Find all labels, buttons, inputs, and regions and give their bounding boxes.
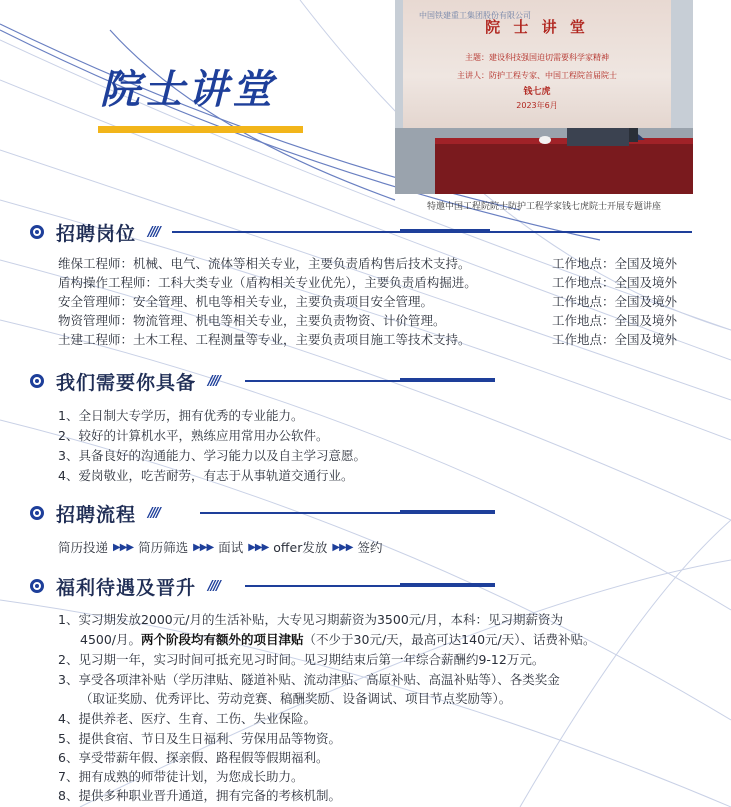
- heading-rule-accent: [400, 510, 495, 514]
- flow-step: 面试: [218, 540, 244, 555]
- benefit-item: 8、提供多种职业晋升通道，拥有完备的考核机制。: [58, 788, 341, 803]
- requirement-item: 1、全日制大专学历，拥有优秀的专业能力。: [58, 408, 304, 423]
- section-requirements-heading: [30, 367, 219, 395]
- benefit-item: 6、享受带薪年假、探亲假、路程假等假期福利。: [58, 750, 329, 765]
- screen-topic: 主题：建设科技强国迫切需要科学家精神: [465, 53, 609, 62]
- benefit-item: 3、享受各项津补贴（学历津贴、隧道补贴、流动津贴、高原补贴、高温补贴等）、各类奖金: [58, 672, 560, 687]
- banner-underline: [98, 126, 303, 133]
- requirement-item: 4、爱岗敬业，吃苦耐劳，有志于从事轨道交通行业。: [58, 468, 354, 483]
- job-row: [58, 292, 698, 312]
- benefit-item: 7、拥有成熟的师带徒计划，为您成长助力。: [58, 769, 304, 784]
- flow-step: 简历筛选: [138, 540, 189, 555]
- flow-step: 签约: [357, 540, 383, 555]
- benefit-item: 1、实习期发放2000元/月的生活补贴，大专见习期薪资为3500元/月，本科：见习期薪资为: [58, 612, 564, 627]
- requirement-item: 3、具备良好的沟通能力、学习能力以及自主学习意愿。: [58, 448, 366, 463]
- slashes-decoration: ////: [148, 224, 160, 240]
- slashes-decoration: ////: [208, 578, 220, 594]
- benefit-item: 5、提供食宿、节日及生日福利、劳保用品等物资。: [58, 731, 341, 746]
- screen-speaker: 主讲人：防护工程专家、中国工程院首届院士: [457, 71, 617, 80]
- arrow-right-icon: ▶▶▶: [332, 541, 353, 553]
- job-row: [58, 273, 698, 293]
- benefit-item: 4、提供养老、医疗、生育、工伤、失业保险。: [58, 711, 316, 726]
- projection-screen: [403, 0, 671, 128]
- benefit-highlight: 两个阶段均有额外的项目津贴: [141, 632, 304, 647]
- arrow-right-icon: ▶▶▶: [113, 541, 134, 553]
- bullet-dot-icon: [30, 579, 44, 593]
- arrow-right-icon: ▶▶▶: [248, 541, 269, 553]
- heading-rule-accent: [400, 229, 490, 233]
- heading-rule-accent: [400, 378, 495, 382]
- banner-title: 院士讲堂: [100, 66, 276, 113]
- section-title: 我们需要你具备: [56, 371, 197, 394]
- section-title: 招聘流程: [56, 503, 137, 526]
- job-location: 工作地点：全国及境外: [552, 294, 678, 309]
- photo-caption: 特邀中国工程院院士防护工程学家钱七虎院士开展专题讲座: [426, 202, 661, 212]
- benefit-item-continued: （取证奖励、优秀评比、劳动竞赛、稿酬奖励、设备调试、项目节点奖励等）。: [80, 691, 512, 706]
- benefit-item-continued: [80, 630, 596, 648]
- job-row: [58, 254, 698, 274]
- job-description: 土建工程师：土木工程、工程测量等专业，主要负责项目施工等技术支持。: [58, 332, 471, 347]
- job-location: 工作地点：全国及境外: [552, 332, 678, 347]
- benefit-text: 4500/月。: [80, 632, 142, 647]
- screen-title: 院 士 讲 堂: [485, 18, 589, 36]
- flow-step: offer发放: [273, 540, 328, 555]
- heading-rule-accent: [400, 583, 495, 587]
- job-description: 物资管理师：物流管理、机电等相关专业，主要负责物资、计价管理。: [58, 313, 446, 328]
- job-row: [58, 330, 698, 350]
- job-location: 工作地点：全国及境外: [552, 256, 678, 271]
- job-description: 安全管理师：安全管理、机电等相关专业，主要负责项目安全管理。: [58, 294, 434, 309]
- section-title: 招聘岗位: [56, 222, 137, 245]
- benefit-text: （不少于30元/天，最高可达140元/天）、话费补贴。: [303, 632, 596, 647]
- bullet-dot-icon: [30, 506, 44, 520]
- flow-step: 简历投递: [58, 540, 109, 555]
- job-description: 维保工程师：机械、电气、流体等相关专业，主要负责盾构售后技术支持。: [58, 256, 471, 271]
- job-location: 工作地点：全国及境外: [552, 275, 678, 290]
- job-row: [58, 311, 698, 331]
- screen-date: 2023年6月: [516, 101, 558, 110]
- section-benefits-heading: [30, 572, 219, 600]
- recruitment-flow: [58, 538, 382, 556]
- section-positions-heading: [30, 218, 159, 246]
- job-location: 工作地点：全国及境外: [552, 313, 678, 328]
- slashes-decoration: ////: [148, 505, 160, 521]
- screen-speaker-name: 钱七虎: [523, 87, 551, 97]
- screen-logo: 中国铁建重工集团股份有限公司: [419, 11, 531, 20]
- benefit-item: 2、见习期一年，实习时间可抵充见习时间。见习期结束后第一年综合薪酬约9-12万元。: [58, 652, 545, 667]
- bullet-dot-icon: [30, 374, 44, 388]
- section-process-heading: [30, 499, 159, 527]
- section-title: 福利待遇及晋升: [56, 576, 197, 599]
- requirement-item: 2、较好的计算机水平，熟练应用常用办公软件。: [58, 428, 329, 443]
- slashes-decoration: ////: [208, 373, 220, 389]
- job-description: 盾构操作工程师：工科大类专业（盾构相关专业优先），主要负责盾构掘进。: [58, 275, 477, 290]
- lecture-photo: [395, 0, 693, 194]
- bullet-dot-icon: [30, 225, 44, 239]
- arrow-right-icon: ▶▶▶: [193, 541, 214, 553]
